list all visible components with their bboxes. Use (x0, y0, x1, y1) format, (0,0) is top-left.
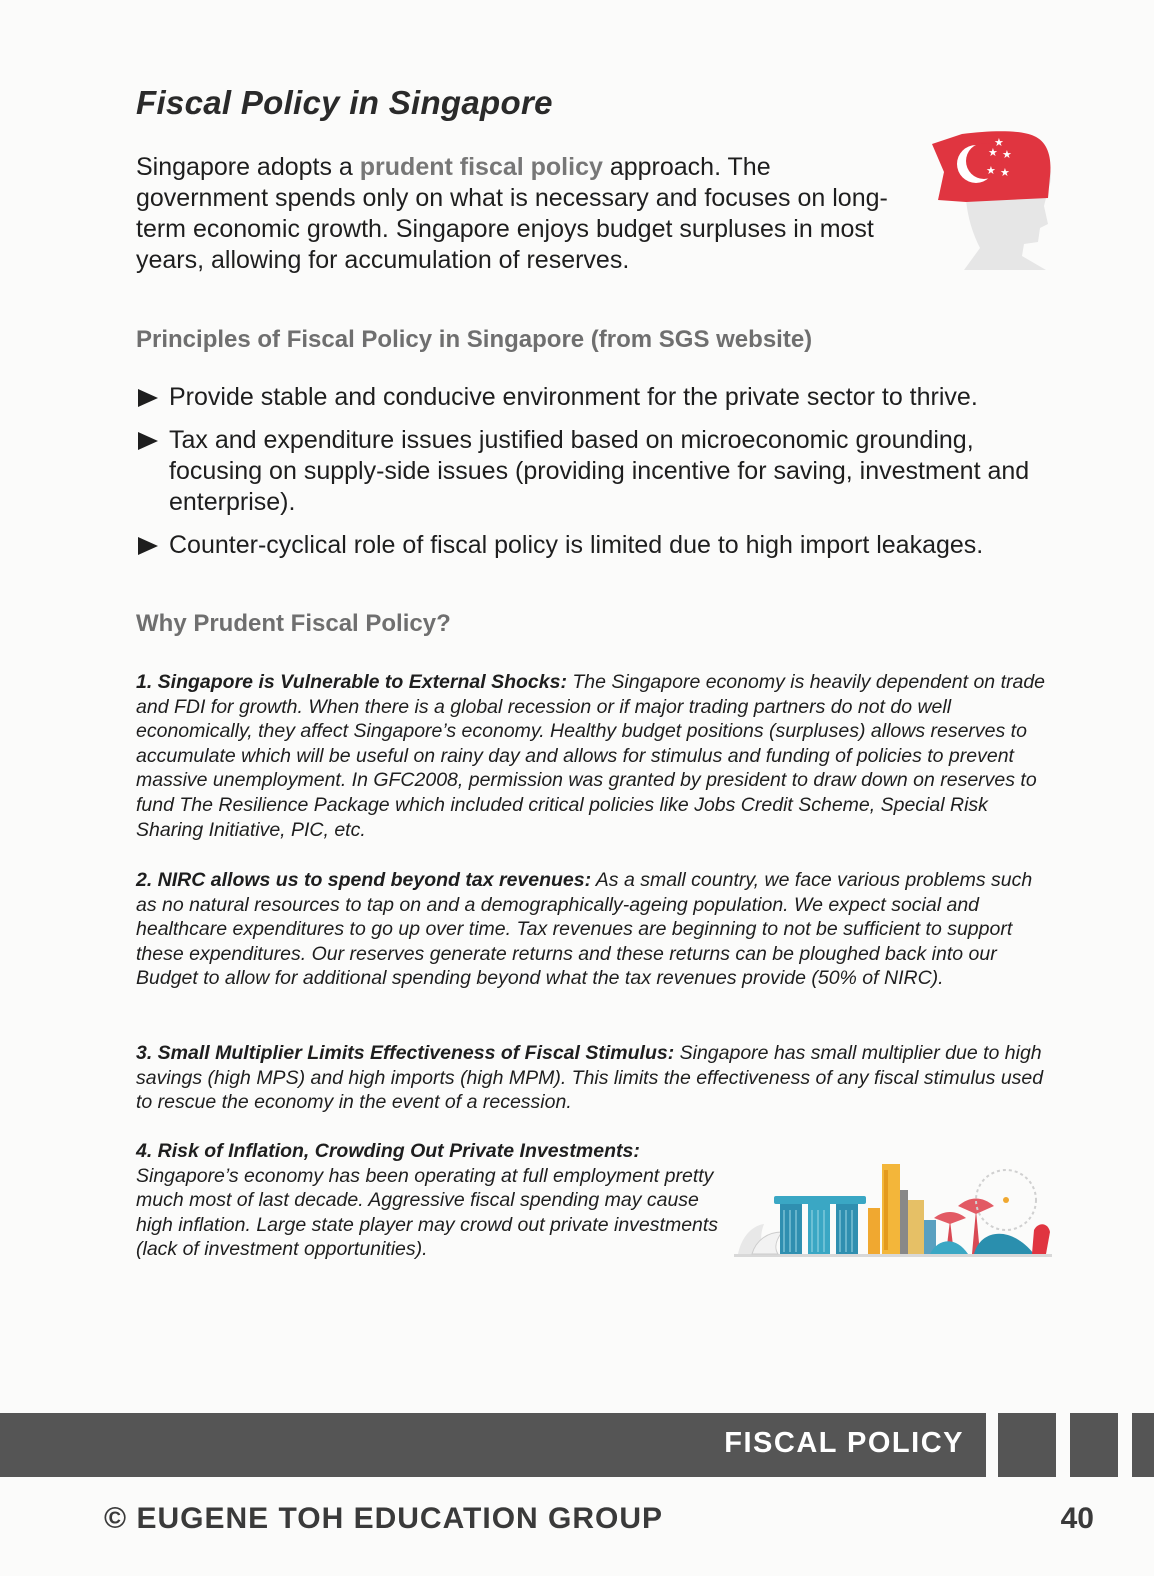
reason-text: Singapore’s economy has been operating at full employment pretty much most of last decade. Aggressive fiscal spending may cause high inflation. Large state player may crowd out private investments (lack of investment opportunities). (136, 1164, 719, 1261)
reason-text: The Singapore economy is heavily dependent on trade and FDI for growth. When there is a global recession or if major trading partners do not do well economically, they affect Singapore’s economy. Healthy budget positions (surpluses) allows reserves to accumulate which will be useful on rainy day and allows for stimulus and funding of policies to prevent massive unemployment. In GFC2008, permission was granted by president to draw down on reserves to fund The Resilience Package which included critical policies like Jobs Credit Scheme, Special Risk Sharing Initiative, PIC, etc. (136, 671, 1046, 841)
page-title: Fiscal Policy in Singapore (136, 84, 553, 121)
svg-text:★: ★ (986, 164, 996, 177)
reason-text: As a small country, we face various problems such as no natural resources to tap on and a demographically-ageing population. We expect social and healthcare expenditures to go up over time. Tax revenues are beginning to not be sufficient to support these expenditures. Our reserves generate returns and these returns can be ploughed back into our Budget to allow for additional spending beyond what the tax revenues provide (50% of NIRC). (136, 869, 1033, 990)
reason-title: 2. NIRC allows us to spend beyond tax revenues: (136, 869, 592, 891)
reason-title: 3. Small Multiplier Limits Effectiveness of Fiscal Stimulus: (136, 1042, 675, 1064)
list-item (136, 382, 1056, 413)
svg-text:★: ★ (1002, 148, 1012, 161)
reason-title: 1. Singapore is Vulnerable to External Shocks: (136, 671, 567, 693)
chapter-bar (0, 1413, 986, 1477)
intro-highlight: prudent fiscal policy (359, 153, 603, 181)
reason-3 (136, 1041, 1056, 1115)
principles-heading: Principles of Fiscal Policy in Singapore (from SGS website) (136, 326, 813, 353)
footer-copyright: © EUGENE TOH EDUCATION GROUP (104, 1502, 664, 1535)
principles-list (136, 382, 1056, 573)
principle-text: Tax and expenditure issues justified based on microeconomic grounding, focusing on supply-side issues (providing incentive for saving, investment and enterprise). (169, 426, 1030, 516)
reason-title: 4. Risk of Inflation, Crowding Out Private Investments: (136, 1140, 640, 1162)
why-heading: Why Prudent Fiscal Policy? (136, 610, 451, 637)
page-number: 40 (1060, 1502, 1094, 1535)
intro-text-before: Singapore adopts a (136, 153, 360, 181)
reason-2 (136, 868, 1056, 991)
reason-text: Singapore has small multiplier due to high savings (high MPS) and high imports (high MPM). This limits the effectiveness of any fiscal stimulus used to rescue the economy in the event of a recession. (136, 1042, 1044, 1114)
singapore-skyline-icon (734, 1160, 1052, 1264)
chapter-label: FISCAL POLICY (724, 1427, 964, 1459)
reason-4 (136, 1139, 726, 1262)
triangle-arrow-icon (136, 530, 162, 561)
triangle-arrow-icon (136, 425, 162, 456)
intro-paragraph (136, 152, 896, 276)
chapter-tab (998, 1413, 1056, 1477)
chapter-tab (1070, 1413, 1118, 1477)
chapter-tab (1132, 1413, 1154, 1477)
list-item (136, 530, 1056, 561)
triangle-arrow-icon (136, 382, 162, 413)
principle-text: Provide stable and conducive environment for the private sector to thrive. (169, 383, 978, 411)
svg-text:★: ★ (994, 136, 1004, 149)
singapore-flag-head-icon (922, 128, 1056, 276)
intro-text-after: approach. The government spends only on what is necessary and focuses on long-term economic growth. Singapore enjoys budget surpluses in most years, allowing for accumulation of reserves. (136, 153, 888, 274)
reason-1 (136, 670, 1056, 842)
principle-text: Counter-cyclical role of fiscal policy is limited due to high import leakages. (169, 531, 984, 559)
svg-text:★: ★ (1000, 166, 1010, 179)
svg-text:★: ★ (988, 146, 998, 159)
list-item (136, 425, 1056, 518)
